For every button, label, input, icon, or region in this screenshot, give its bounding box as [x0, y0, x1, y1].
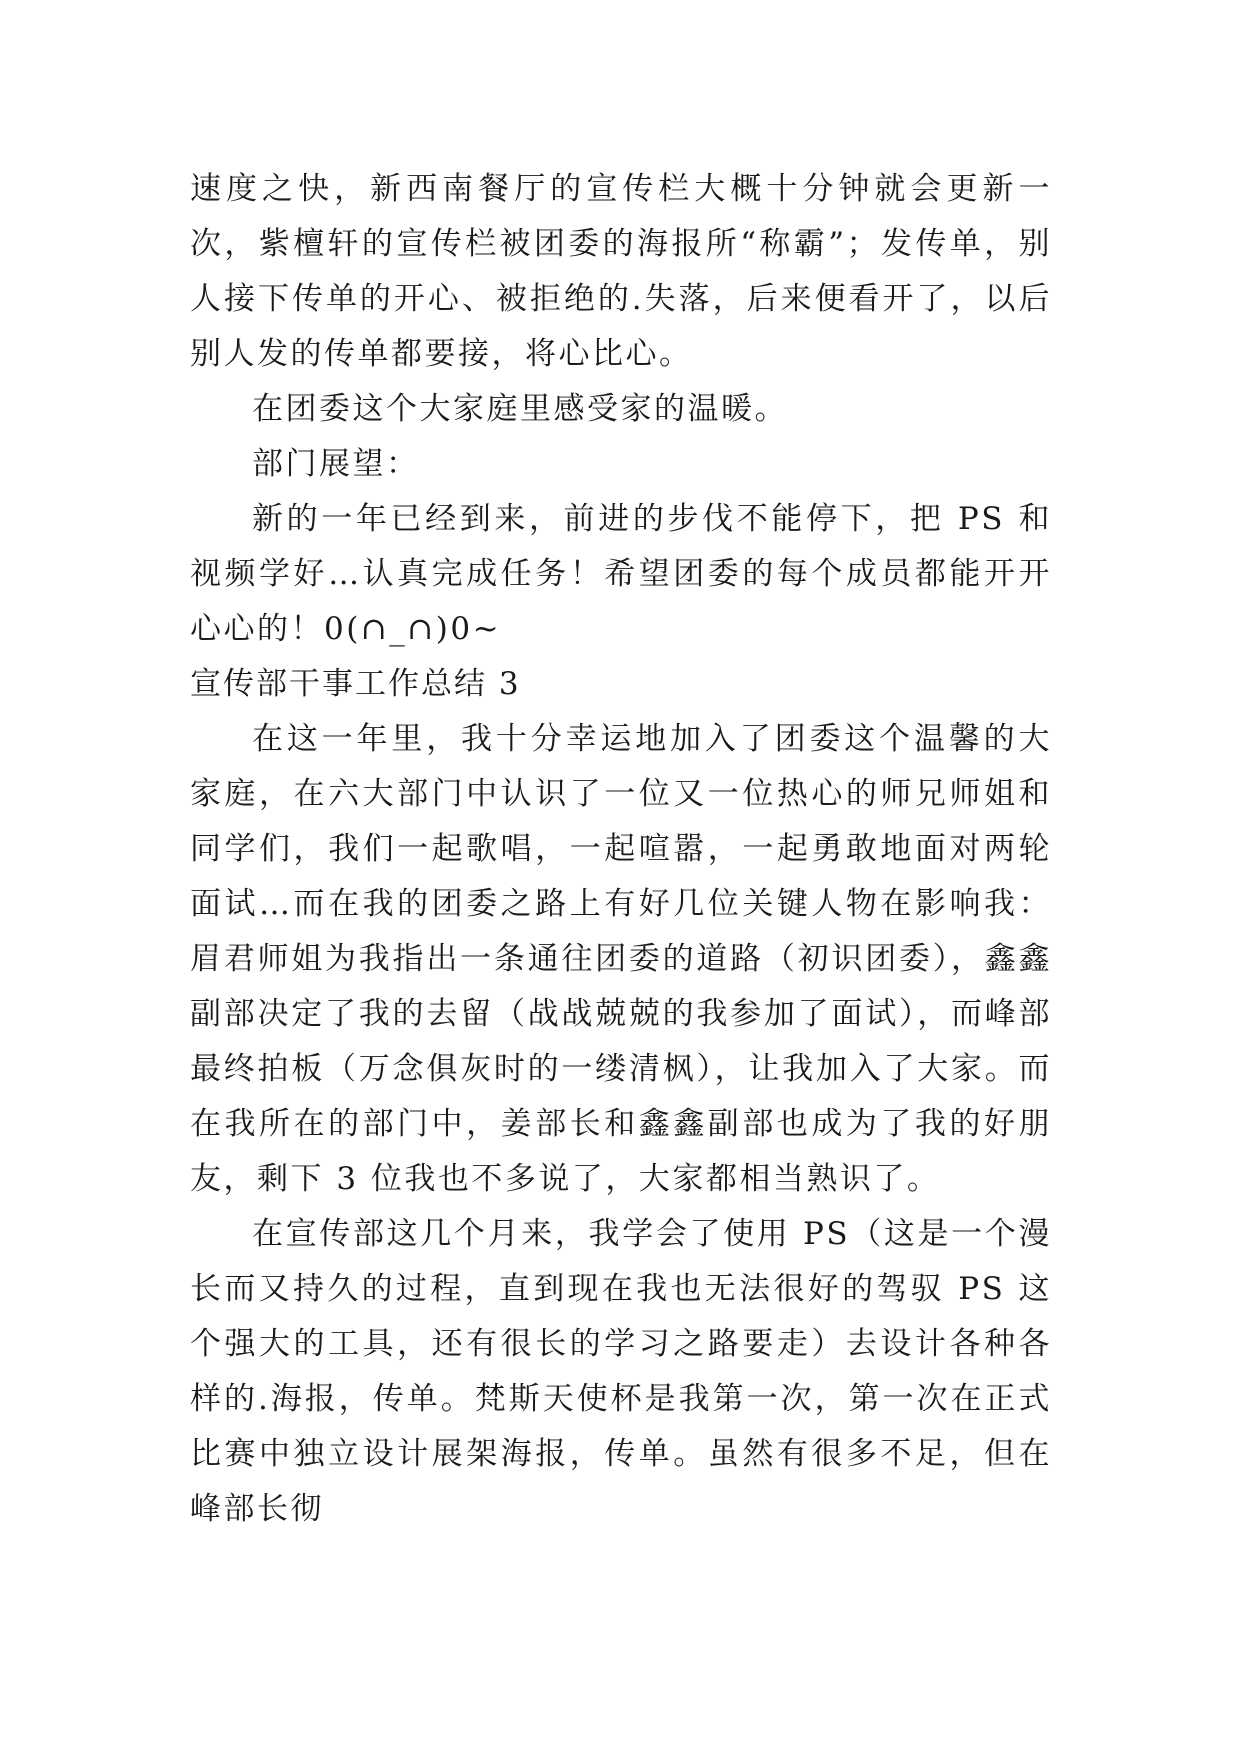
paragraph-continuation: 速度之快，新西南餐厅的宣传栏大概十分钟就会更新一次，紫檀轩的宣传栏被团委的海报所“称霸”；发传单，别人接下传单的开心、被拒绝的.失落，后来便看开了，以后别人发的传单都要接，将心比心。 — [190, 171, 1052, 372]
paragraph-outlook: 新的一年已经到来，前进的步伐不能停下，把 PS 和视频学好…认真完成任务！希望团委的每个成员都能开开心心的！0(∩_∩)0~ — [190, 501, 1052, 647]
document-body — [190, 162, 1052, 1537]
paragraph-outlook-label: 部门展望： — [252, 446, 420, 482]
section-heading: 宣传部干事工作总结 3 — [190, 666, 521, 702]
paragraph-family-warmth: 在团委这个大家庭里感受家的温暖。 — [252, 391, 788, 427]
paragraph-joining-committee: 在这一年里，我十分幸运地加入了团委这个温馨的大家庭，在六大部门中认识了一位又一位热心的师兄师姐和同学们，我们一起歌唱，一起喧嚣，一起勇敢地面对两轮面试…而在我的团委之路上有好几位关键人物在影响我：眉君师姐为我指出一条通往团委的道路（初识团委），鑫鑫副部决定了我的去留（战战兢兢的我参加了面试），而峰部最终拍板（万念俱灰时的一缕清枫），让我加入了大家。而在我所在的部门中，姜部长和鑫鑫副部也成为了我的好朋友，剩下 3 位我也不多说了，大家都相当熟识了。 — [190, 721, 1052, 1197]
paragraph-learning-ps: 在宣传部这几个月来，我学会了使用 PS（这是一个漫长而又持久的过程，直到现在我也无法很好的驾驭 PS 这个强大的工具，还有很长的学习之路要走）去设计各种各样的.海报，传单。梵斯天使杯是我第一次，第一次在正式比赛中独立设计展架海报，传单。虽然有很多不足，但在峰部长彻 — [190, 1216, 1052, 1527]
